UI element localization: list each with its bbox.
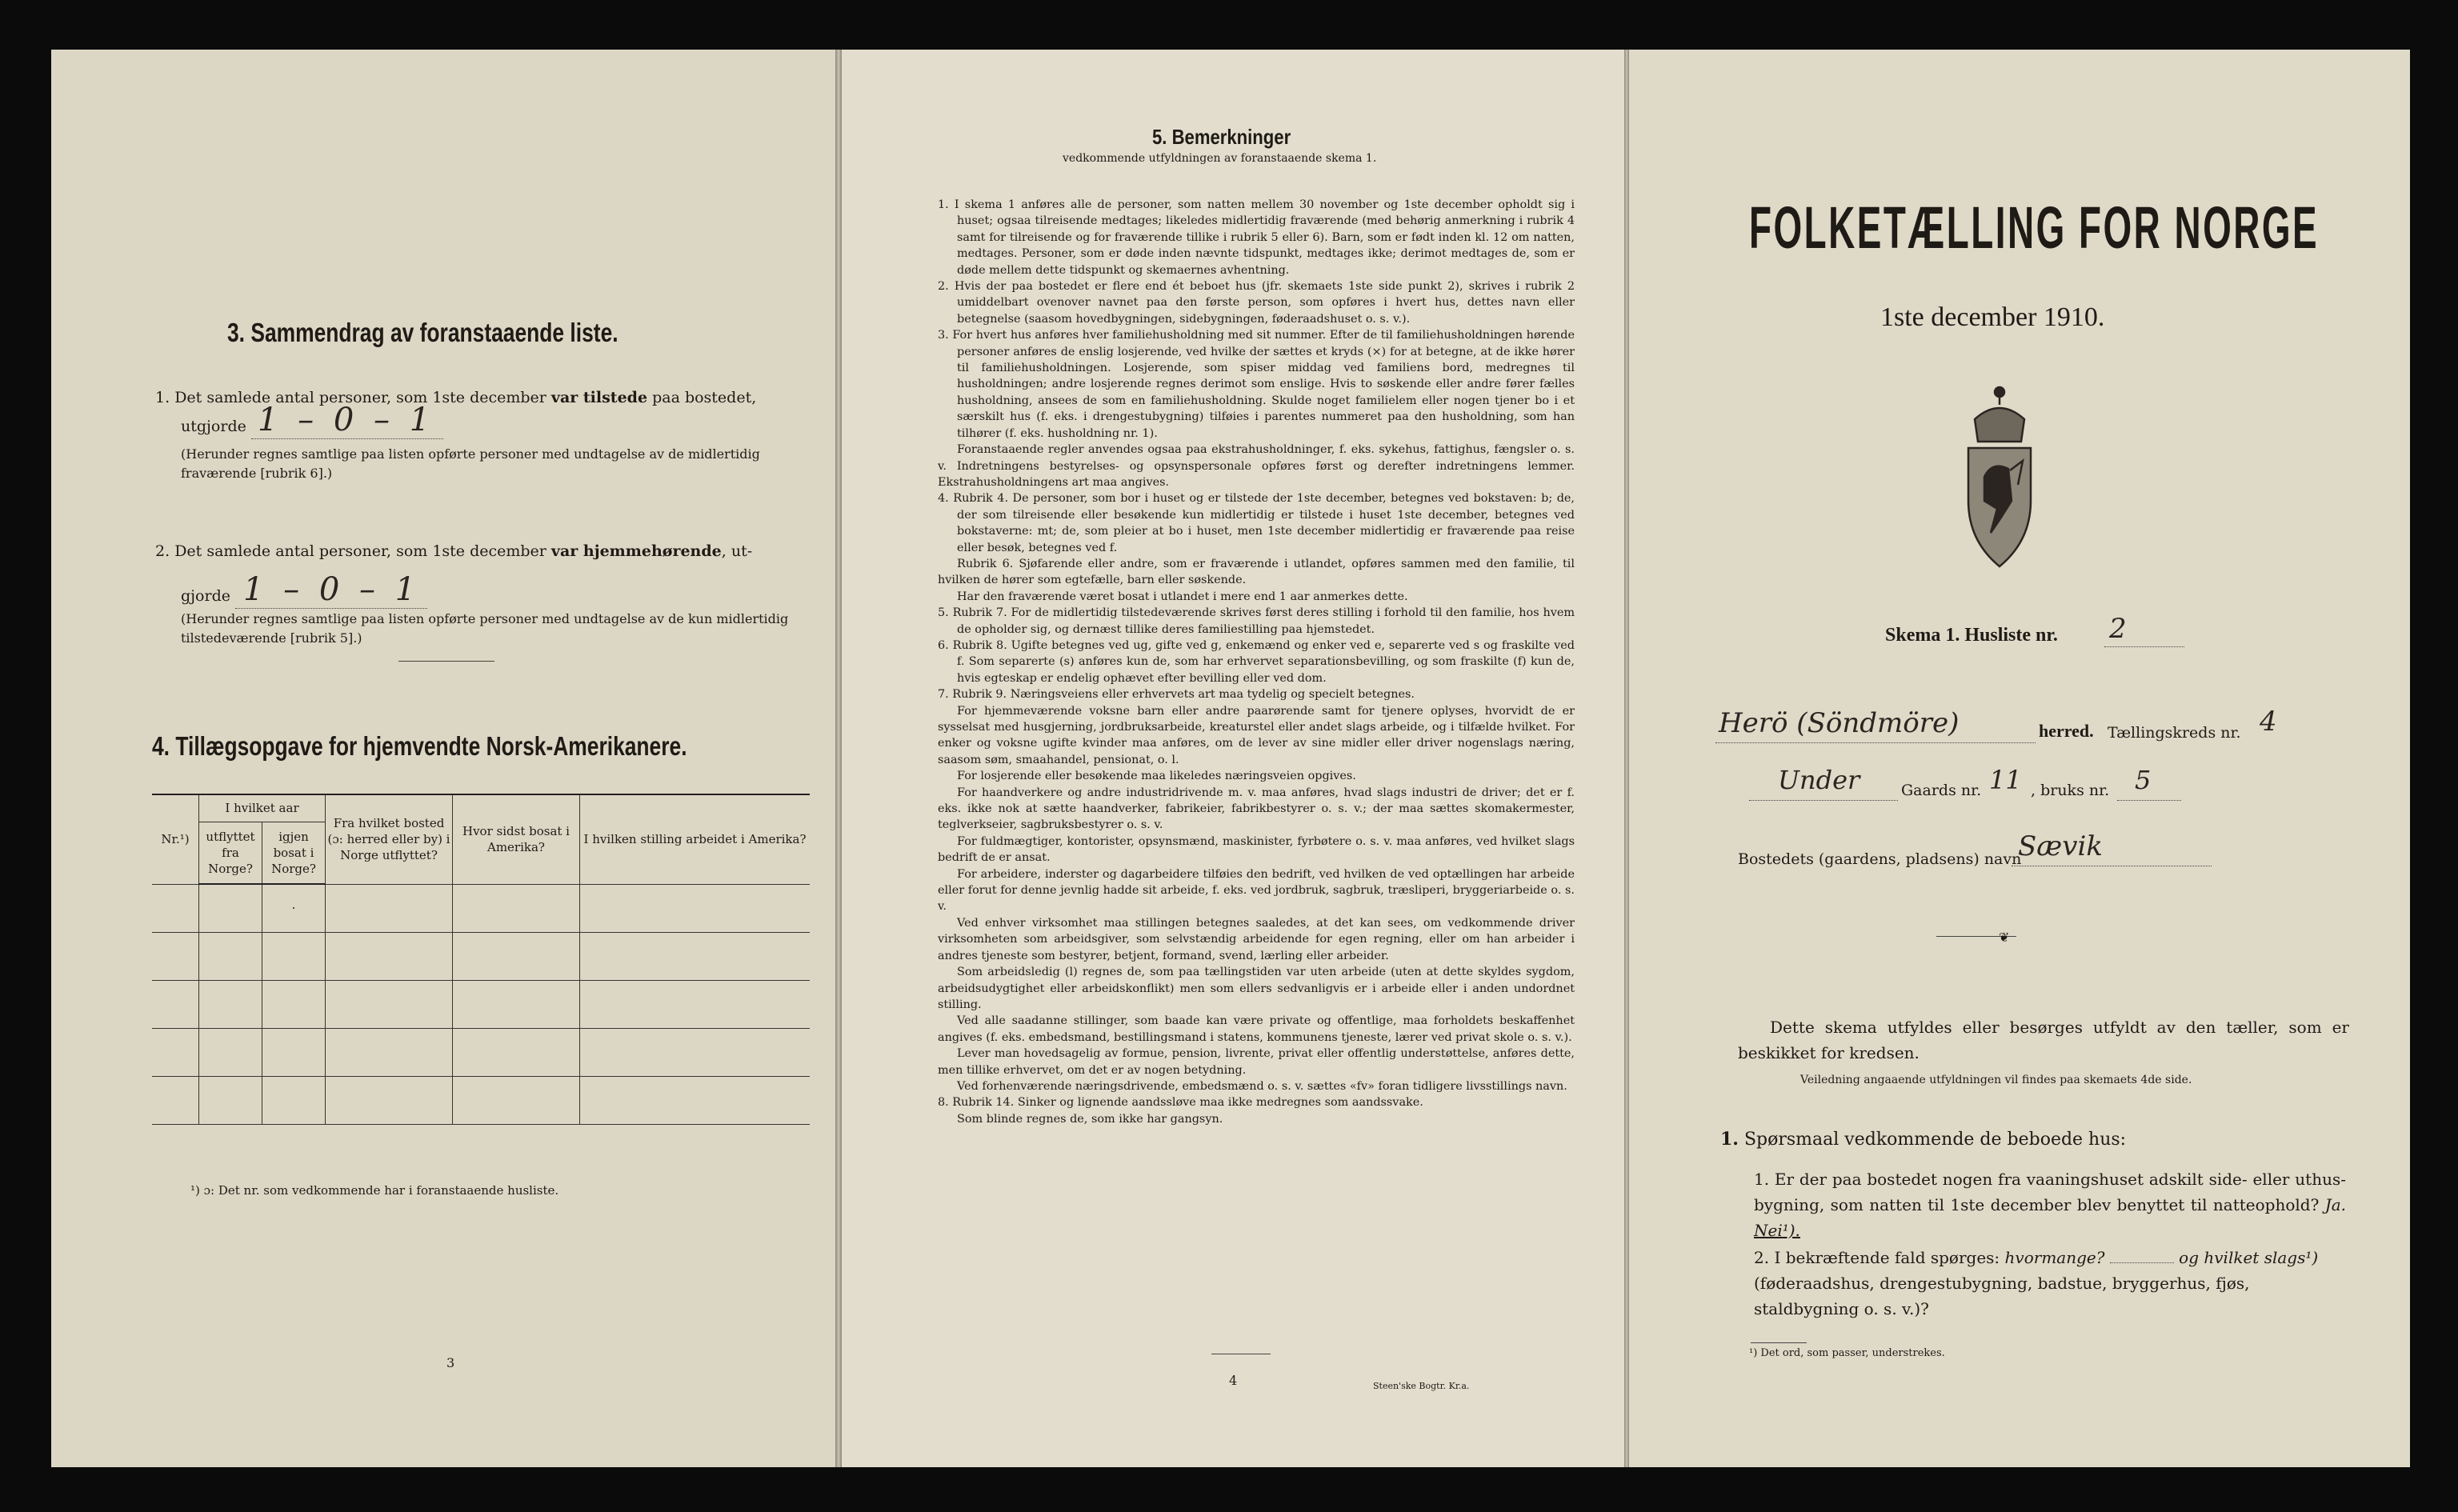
item2-value: 1 – 0 – 1: [243, 571, 421, 608]
section4-title: 4. Tillægsopgave for hjemvendte Norsk-Amerikanere.: [152, 731, 687, 761]
q1-2-a: 2. I bekræftende fald spørges:: [1754, 1248, 2000, 1267]
ornament-icon: ❦: [1999, 930, 2010, 945]
kreds-label: Tællingskreds nr.: [2108, 724, 2241, 742]
bruk-line: [2117, 800, 2181, 801]
item2-text: Det samlede antal personer, som 1ste december: [174, 542, 551, 560]
remark-paragraph: Ved alle saadanne stillinger, som baade kan være private og offentlige, maa forholdets beskaffenhet angives (f. eks. embedsmand, bestillingsmand i statens, kommunens tjeneste, lærer ved privat skole o. s. v.).: [938, 1014, 1575, 1044]
q1-title: [1720, 1126, 2126, 1153]
table-row: [152, 884, 810, 932]
section3-title: 3. Sammendrag av foranstaaende liste.: [227, 318, 619, 347]
remark-paragraph: Ved enhver virksomhet maa stillingen betegnes saaledes, at det kan sees, om vedkommende driver virksomheten som arbeidsgiver, som selvstændig arbeidende for egen regning, eller om han arbeider i andres tjeneste som bestyrer, betjent, formand, svend, lærling eller arbeider.: [938, 916, 1575, 962]
intro-small: Veiledning angaaende utfyldningen vil findes paa skemaets 4de side.: [1800, 1074, 2192, 1086]
herred-line: [1715, 742, 2036, 743]
page-fold: [835, 50, 842, 1467]
page-right: [1629, 50, 2410, 1467]
section3-item2: [155, 539, 811, 563]
gaard-name: Under: [1778, 765, 1860, 795]
q1-2-b: hvormange?: [2004, 1248, 2105, 1267]
remark-paragraph: For losjerende eller besøkende maa likeledes næringsveien opgives.: [957, 770, 1356, 783]
item2-text-end: , ut-: [721, 542, 753, 560]
col-utflyttet: utflyttet fra Norge?: [199, 822, 262, 884]
item1-bold: var tilstede: [550, 389, 648, 406]
item1-utgjorde-label: utgjorde: [181, 418, 246, 435]
q1-1-ja: Ja.: [2324, 1195, 2346, 1214]
table-row: [152, 980, 810, 1028]
item1-note: (Herunder regnes samtlige paa listen opførte personer med undtagelse av de midlertidig fraværende [rubrik 6].): [181, 446, 760, 481]
q1-1-nei: Nei¹).: [1754, 1221, 1800, 1240]
page-middle: [842, 50, 1627, 1467]
section3-item1: [155, 386, 811, 410]
item1-value: 1 – 0 – 1: [258, 402, 435, 438]
col-group: I hvilket aar: [199, 794, 326, 822]
remark-paragraph: Som arbeidsledig (l) regnes de, som paa tællingstiden var uten arbeide (uten at dette skyldes sygdom, arbeidsudygtighet eller arbeidskonflikt) men som ellers sedvanligvis er i arbeide eller i anden undordnet stilling.: [938, 966, 1575, 1011]
remark-paragraph: 8. Rubrik 14. Sinker og lignende aandssløve maa ikke medregnes som aandssvake.: [938, 1096, 1423, 1110]
col-igjen: igjen bosat i Norge?: [262, 822, 326, 884]
remark-paragraph: Ved forhenværende næringsdrivende, embedsmænd o. s. v. sættes «fv» foran tidligere livsstillings navn.: [957, 1079, 1567, 1093]
remark-paragraph: Lever man hovedsagelig av formue, pension, livrente, privat eller offentlig understøttelse, anføres dette, men tillike erhvervet, om det er av nogen betydning.: [938, 1047, 1575, 1077]
col-hvor: Hvor sidst bosat i Amerika?: [453, 794, 580, 884]
page-number-4: 4: [1229, 1373, 1238, 1388]
q1-2-c: og hvilket slags¹): [2179, 1248, 2319, 1267]
main-title: FOLKETÆLLING FOR NORGE: [1749, 194, 2320, 261]
coat-of-arms-icon: [1952, 381, 2047, 573]
remark-paragraph: Foranstaaende regler anvendes ogsaa paa ekstrahusholdninger, f. eks. sykehus, fattighus, fængsler o. s. v. Indretningens bestyrelses- og opsynspersonale opføres først og derefter indretningens lemmer. Ekstrahusholdningens art maa angives.: [938, 443, 1575, 489]
remark-paragraph: Har den fraværende været bosat i utlandet i mere end 1 aar anmerkes dette.: [957, 590, 1408, 603]
q1-num: 1.: [1720, 1129, 1739, 1150]
bemerkninger-title: 5. Bemerkninger: [1152, 125, 1291, 149]
gaard-label: Gaards nr.: [1901, 782, 1982, 799]
remark-paragraph: Som blinde regnes de, som ikke har gangsyn.: [957, 1112, 1223, 1126]
item2-note: (Herunder regnes samtlige paa listen opførte personer med undtagelse av de kun midlertidig tilstedeværende [rubrik 5].): [181, 611, 789, 646]
item1-line: [251, 438, 443, 439]
col-fra: Fra hvilket bosted (ɔ: herred eller by) i Norge utflyttet?: [326, 794, 453, 884]
remark-paragraph: 6. Rubrik 8. Ugifte betegnes ved ug, gifte ved g, enkemænd og enker ved e, separerte ved s og fraskilte ved f. Som separerte (s) anføres kun de, som har erhvervet separationsbevilling, og som fraskilte (f) kun de, hvis egteskap er endelig ophævet efter bevilling eller ved dom.: [938, 638, 1575, 685]
item2-bold: var hjemmehørende: [550, 542, 722, 560]
item1-text-end: paa bostedet,: [647, 389, 757, 406]
remark-paragraph: 7. Rubrik 9. Næringsveiens eller erhvervets art maa tydelig og specielt betegnes.: [938, 688, 1415, 702]
bemerkninger-list: [938, 197, 1575, 1127]
remark-paragraph: 4. Rubrik 4. De personer, som bor i huset og er tilstede der 1ste december, betegnes ved bokstaven: b; de, der som tilreisende eller besøkende kun midlertidig er tilstede i huset 1ste december, betegnes ved bokstaverne: mt; de, som pleier at bo i huset, men 1ste december midlertidig er fraværende paa reise eller besøk, betegnes ved f.: [938, 492, 1575, 554]
herred-label: herred.: [2039, 721, 2094, 741]
remark-paragraph: For hjemmeværende voksne barn eller andre paarørende samt for tjenere oplyses, hvorvidt de er sysselsat med husgjerning, jordbruksarbeide, kreaturstel eller andet slags arbeide, og i tilfælde hvilket. For enker og voksne ugifte kvinder maa anføres, om de lever av sine midler eller driver nogenslags næring, saasom søm, smaahandel, pensionat, o. l.: [938, 704, 1575, 766]
remark-paragraph: 3. For hvert hus anføres hver familiehusholdning med sit nummer. Efter de til familiehusholdningen hørende personer anføres de enslig losjerende, ved hvilke der sættes et kryds (×) for at betegne, at de ikke hører til familiehusholdningen. Losjerende, som spiser middag ved familiens bord, medregnes til husholdningen; andre losjerende regnes derimot som enslige. Hvis to søskende eller andre fører fælles husholdning, ansees de som en familiehusholdning. Skulde noget familielem eller nogen tjener bo i et særskilt hus (f. eks. i drengestubygning) tilføies i parentes nummeret paa den husholdning, som han tilhører (f. eks. husholdning nr. 1).: [938, 329, 1575, 440]
printer-imprint: Steen'ske Bogtr. Kr.a.: [1373, 1381, 1470, 1391]
husliste-nr-value: 2: [2109, 613, 2127, 645]
item2-utgjorde-label: gjorde: [181, 587, 230, 605]
bosted-label: Bostedets (gaardens, pladsens) navn: [1738, 850, 2022, 868]
remark-paragraph: For arbeidere, inderster og dagarbeidere tilføies den bedrift, ved hvilken de ved optællingen har arbeide eller forut for denne jevnlig hadde sit arbeide, f. eks. ved jordbruk, sagbruk, træsliperi, bryggeriarbeide o. s. v.: [938, 867, 1575, 914]
divider: [398, 661, 494, 662]
remark-paragraph: For fuldmægtiger, kontorister, opsynsmænd, maskinister, fyrbøtere o. s. v. maa anføres, ved hvilket slags bedrift de er ansat.: [938, 834, 1575, 865]
gaard-name-line: [1749, 800, 1898, 801]
table-row: [152, 1076, 810, 1124]
table-row: [152, 1028, 810, 1076]
col-nr: Nr.¹): [152, 794, 199, 884]
husliste-line: [2104, 646, 2184, 647]
page-left: [51, 50, 835, 1467]
kreds-value: 4: [2260, 706, 2277, 738]
remark-paragraph: 5. Rubrik 7. For de midlertidig tilstedeværende skrives først deres stilling i forhold til den familie, hos hvem de opholder sig, og dernæst tillike deres familiestilling paa hjemstedet.: [938, 606, 1575, 636]
q1-1-text: 1. Er der paa bostedet nogen fra vaaningshuset adskilt side- eller uthus-bygning, som natten til 1ste december blev benyttet til natteophold?: [1754, 1170, 2346, 1214]
remark-paragraph: Rubrik 6. Sjøfarende eller andre, som er fraværende i utlandet, opføres sammen med den familie, til hvilken de hører som egtefælle, barn eller søskende.: [938, 557, 1575, 587]
bruk-label: , bruks nr.: [2031, 782, 2110, 799]
bruk-value: 5: [2135, 765, 2152, 795]
section4-footnote: ¹) ɔ: Det nr. som vedkommende har i foranstaaende husliste.: [190, 1183, 559, 1198]
remark-paragraph: 1. I skema 1 anføres alle de personer, som natten mellem 30 november og 1ste december opholdt sig i huset; ogsaa tilreisende medtages; likeledes midlertidig fraværende (med behørig anmerkning i rubrik 4 samt for tilreisende og for fraværende tillike i rubrik 5 eller 6). Barn, som er født inden kl. 12 om natten, medtages. Personer, som er døde inden nævnte tidspunkt, medtages ikke; derimot medtages de, som er døde mellem dette tidspunkt og skemaernes avhentning.: [938, 198, 1575, 277]
remark-paragraph: For haandverkere og andre industridrivende m. v. maa anføres, hvad slags industri de driver; det er f. eks. ikke nok at sætte haandverker, fabrikeier, fabrikbestyrer o. s. v.; der maa sættes skomakermester, teglverkseier, sagbruksbestyrer o. s. v.: [938, 786, 1575, 832]
col-stilling: I hvilken stilling arbeidet i Amerika?: [580, 794, 811, 884]
gaard-value: 11: [1989, 765, 2022, 795]
footnote: ¹) Det ord, som passer, understrekes.: [1749, 1347, 1945, 1359]
item2-num: 2.: [155, 542, 170, 560]
table-row: [152, 932, 810, 980]
date-line: 1ste december 1910.: [1880, 302, 2105, 332]
page-number-3: 3: [446, 1355, 455, 1370]
bemerkninger-subtitle: vedkommende utfyldningen av foranstaaende skema 1.: [1063, 152, 1377, 165]
item1-text: Det samlede antal personer, som 1ste december: [174, 389, 551, 406]
remark-paragraph: 2. Hvis der paa bostedet er flere end ét beboet hus (jfr. skemaets 1ste side punkt 2), skrives i rubrik 2 umiddelbart ovenover navnet paa den første person, som opføres i hvert hus, dettes navn eller betegnelse (saasom hovedbygningen, sidebygningen, føderaadshuset o. s. v.).: [938, 280, 1575, 326]
item2-line: [235, 608, 427, 609]
herred-value: Herö (Söndmöre): [1719, 707, 1960, 739]
norsk-amerikanere-table: [152, 794, 810, 1125]
skema-label: Skema 1. Husliste nr.: [1885, 625, 2058, 646]
bosted-value: Sævik: [2018, 830, 2103, 862]
q1-2-line: [2110, 1262, 2174, 1263]
q1-2: [1754, 1245, 2346, 1322]
row1-mark: ·: [262, 884, 326, 932]
item1-num: 1.: [155, 389, 170, 406]
intro-text: Dette skema utfyldes eller besørges utfyldt av den tæller, som er beskikket for kredsen.: [1738, 1018, 2349, 1062]
q1-1: [1754, 1166, 2346, 1243]
q1-title-text: Spørsmaal vedkommende de beboede hus:: [1743, 1130, 2127, 1150]
divider: [1751, 1342, 1807, 1343]
q1-2-d: (føderaadshus, drengestubygning, badstue, bryggerhus, fjøs, staldbygning o. s. v.)?: [1754, 1274, 2250, 1318]
